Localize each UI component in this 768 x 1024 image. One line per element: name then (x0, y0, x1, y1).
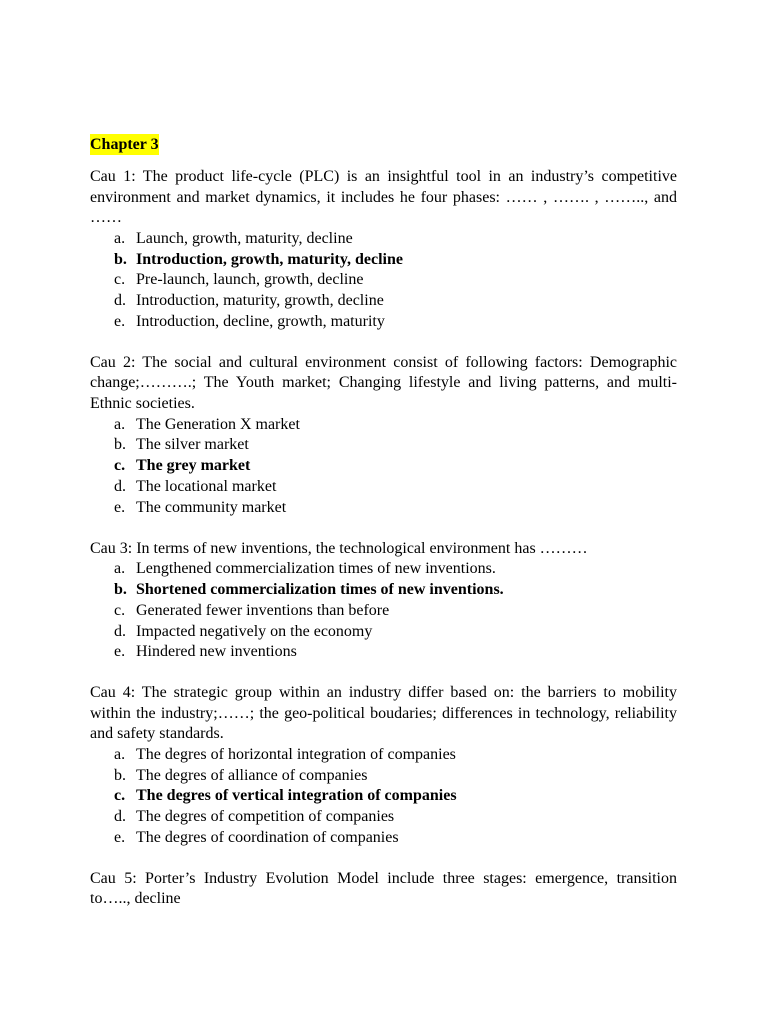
answer-option-correct (114, 580, 677, 601)
option-text: The grey market (136, 457, 251, 475)
answer-options (90, 415, 677, 519)
answer-option (114, 435, 677, 456)
option-letter: a. (114, 745, 126, 763)
option-text: The community market (136, 498, 287, 516)
option-text: The degres of horizontal integration of companies (136, 745, 456, 763)
answer-option (114, 601, 677, 622)
answer-option (114, 498, 677, 519)
answer-option-correct (114, 250, 677, 271)
option-text: Introduction, maturity, growth, decline (136, 292, 384, 310)
option-text: The degres of competition of companies (136, 808, 395, 826)
answer-option (114, 291, 677, 312)
option-letter: e. (114, 312, 126, 330)
option-letter: e. (114, 829, 126, 847)
option-text: Hindered new inventions (136, 643, 297, 661)
document-page (90, 134, 677, 930)
option-text: Pre-launch, launch, growth, decline (136, 271, 364, 289)
option-letter: d. (114, 622, 126, 640)
question-1 (90, 167, 677, 333)
question-stem: Cau 5: Porter’s Industry Evolution Model include three stages: emergence, transition to….., decline (90, 869, 677, 908)
answer-option-correct (114, 786, 677, 807)
option-text: Impacted negatively on the economy (136, 622, 373, 640)
option-text: Introduction, decline, growth, maturity (136, 312, 385, 330)
option-text: Shortened commercialization times of new inventions. (136, 580, 504, 598)
answer-option (114, 270, 677, 291)
answer-option (114, 828, 677, 849)
option-letter: e. (114, 643, 126, 661)
question-5 (90, 869, 677, 910)
answer-options (90, 229, 677, 333)
option-letter: c. (114, 787, 126, 805)
question-2 (90, 353, 677, 519)
option-letter: c. (114, 601, 126, 619)
option-letter: d. (114, 477, 126, 495)
answer-option (114, 622, 677, 643)
question-3 (90, 539, 677, 664)
answer-option (114, 312, 677, 333)
answer-option (114, 642, 677, 663)
answer-option (114, 229, 677, 250)
option-text: The degres of coordination of companies (136, 829, 399, 847)
option-text: The degres of alliance of companies (136, 766, 368, 784)
answer-options (90, 559, 677, 663)
answer-option-correct (114, 456, 677, 477)
question-stem: Cau 1: The product life-cycle (PLC) is an insightful tool in an industry’s competitive environment and market dynamics, it includes he four phases: …… , ……. , …….., and …… (90, 168, 677, 227)
option-letter: a. (114, 560, 126, 578)
option-text: The locational market (136, 477, 277, 495)
option-text: Generated fewer inventions than before (136, 601, 390, 619)
question-list (90, 167, 677, 910)
option-letter: b. (114, 580, 127, 598)
question-stem: Cau 2: The social and cultural environment consist of following factors: Demographic change;……….; The Youth market; Changing lifestyle and living patterns, and multi-Ethnic societies. (90, 353, 677, 412)
option-letter: b. (114, 766, 126, 784)
option-text: Launch, growth, maturity, decline (136, 229, 353, 247)
answer-option (114, 415, 677, 436)
option-letter: d. (114, 292, 126, 310)
option-letter: e. (114, 498, 126, 516)
answer-option (114, 559, 677, 580)
option-letter: c. (114, 271, 126, 289)
option-letter: c. (114, 457, 126, 475)
question-stem: Cau 3: In terms of new inventions, the technological environment has ……… (90, 539, 588, 557)
option-text: The Generation X market (136, 415, 300, 433)
option-letter: b. (114, 250, 127, 268)
question-stem: Cau 4: The strategic group within an industry differ based on: the barriers to mobility within the industry;……; the geo-political boudaries; differences in technology, reliability and safety standards. (90, 684, 677, 743)
option-text: The degres of vertical integration of companies (136, 787, 457, 805)
option-letter: d. (114, 808, 126, 826)
option-letter: b. (114, 436, 126, 454)
option-text: Lengthened commercialization times of new inventions. (136, 560, 496, 578)
answer-option (114, 477, 677, 498)
answer-option (114, 807, 677, 828)
option-letter: a. (114, 229, 126, 247)
answer-option (114, 745, 677, 766)
answer-option (114, 766, 677, 787)
option-letter: a. (114, 415, 126, 433)
option-text: Introduction, growth, maturity, decline (136, 250, 403, 268)
option-text: The silver market (136, 436, 249, 454)
question-4 (90, 683, 677, 849)
chapter-title: Chapter 3 (90, 136, 159, 153)
answer-options (90, 745, 677, 849)
